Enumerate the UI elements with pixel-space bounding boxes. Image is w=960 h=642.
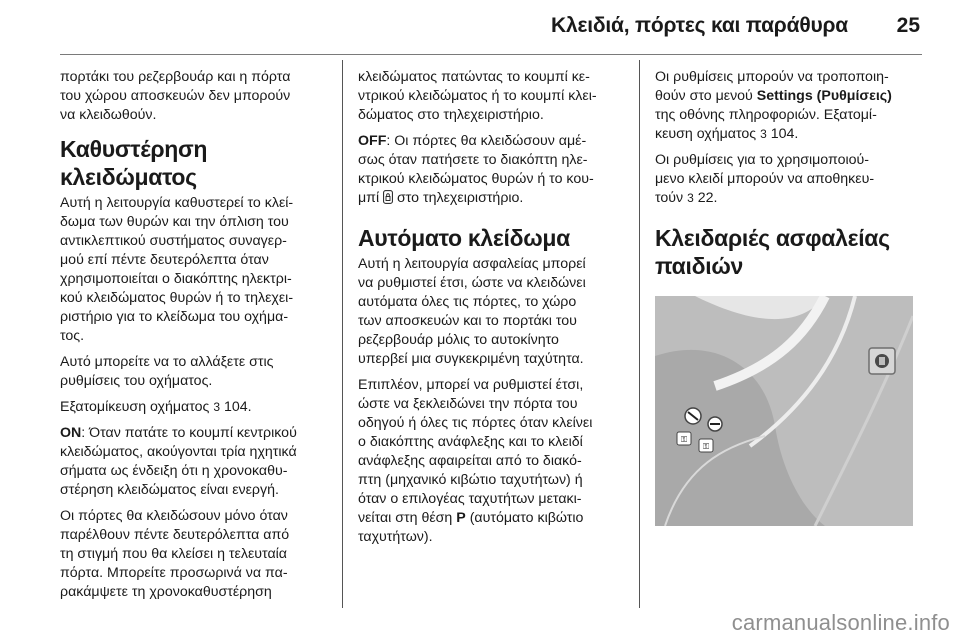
- cross-reference-vehicle-personalisation: Εξατομίκευση οχήματος 3 104.: [60, 399, 252, 415]
- column-3: [655, 68, 923, 526]
- key-memory-paragraph: Οι ρυθμίσεις για το χρησιμοποιού- μενο κλειδί μπορούν να αποθηκευ- τούν 3 22.: [655, 152, 875, 206]
- intro-paragraph: πορτάκι του ρεζερβουάρ και η πόρτα του χώρου αποσκευών δεν μπορούν να κλειδωθούν.: [60, 69, 291, 123]
- settings-menu-name: Settings (Ρυθμίσεις): [756, 88, 892, 104]
- automatic-locking-description: Αυτή η λειτουργία ασφαλείας μπορεί να ρυθμιστεί έτσι, ώστε να κλειδώνει αυτόματα όλες τις πόρτες, το χώρο των αποσκευών και το πορτάκι του ρεζερβουάρ μόλις το αυτοκίνητο υπερβεί μια συγκεκριμένη ταχύτητα.: [358, 256, 586, 367]
- automatic-unlocking-description: Επιπλέον, μπορεί να ρυθμιστεί έτσι, ώστε να ξεκλειδώνει την πόρτα του οδηγού ή όλες τις πόρτες όταν κλείνει ο διακόπτης ανάφλεξης και το κλειδί ανάφλεξης αφαιρείται από το διακό- πτη (μηχανικό κιβώτιο ταχυτήτων) ή όταν ο επιλογέας ταχυτήτων μετακι- νείται στη θέση P (αυτόματο κιβώτιο ταχυτήτων).: [358, 377, 593, 545]
- settings-note: Αυτό μπορείτε να το αλλάξετε στις ρυθμίσεις του οχήματος.: [60, 354, 274, 389]
- off-option-paragraph: OFF: Οι πόρτες θα κλειδώσουν αμέ- σως όταν πατήσετε το διακόπτη ηλε- κτρικού κλειδώματος θυρών ή το κου- μπί στο τηλεχειριστήριο.: [358, 133, 594, 206]
- svg-text:⚿: ⚿: [702, 442, 710, 451]
- remote-lock-button-icon: [383, 190, 393, 204]
- override-paragraph: κλειδώματος πατώντας το κουμπί κε- ντρικού κλειδώματος ή το κουμπί κλει- δώματος στο τηλεχειριστήριο.: [358, 69, 597, 123]
- park-position-label: P: [456, 510, 466, 526]
- section-heading-automatic-locking: Αυτόματο κλείδωμα: [358, 225, 570, 251]
- page-title: Κλειδιά, πόρτες και παράθυρα: [551, 14, 848, 37]
- reference-arrow-icon: 3: [687, 191, 694, 205]
- reference-arrow-icon: 3: [760, 127, 767, 141]
- column-2: [358, 68, 636, 554]
- column-1: [60, 68, 338, 609]
- column-divider-2: [639, 60, 640, 608]
- section-heading-lock-delay: Καθυστέρηση κλειδώματος: [60, 136, 208, 190]
- on-label: ON: [60, 425, 82, 441]
- off-label: OFF: [358, 133, 387, 149]
- header-divider: [60, 54, 922, 55]
- lock-delay-description: Αυτή η λειτουργία καθυστερεί το κλεί- δωμα των θυρών και την όπλιση του αντικλεπτικού συστήματος συναγερ- μού επί πέντε δευτερόλεπτα όταν χρησιμοποιείται ο διακόπτης ηλεκτρι- κού κλειδώματος θυρών ή το τηλεχει- ριστήριο για το κλείδωμα του οχήμα- τος.: [60, 195, 294, 344]
- settings-menu-paragraph: Οι ρυθμίσεις μπορούν να τροποποιη- θούν στο μενού Settings (Ρυθμίσεις) της οθόνης πληροφοριών. Εξατομί- κευση οχήματος 3 104.: [655, 69, 892, 142]
- watermark: carmanualsonline.info: [731, 610, 950, 635]
- page-number: 25: [896, 14, 920, 37]
- on-option-paragraph: ON: Όταν πατάτε το κουμπί κεντρικού κλειδώματος, ακούγονται τρία ηχητικά σήματα ως ένδειξη ότι η χρονοκαθυ- στέρηση κλειδώματος είναι ενεργή.: [60, 425, 297, 498]
- column-divider-1: [342, 60, 343, 608]
- door-edge-drawing: [655, 296, 913, 526]
- lock-timing-paragraph: Οι πόρτες θα κλειδώσουν μόνο όταν παρέλθουν πέντε δευτερόλεπτα από τη στιγμή που θα κλείσει η τελευταία πόρτα. Μπορείτε προσωρινά να πα- ρακάμψετε τη χρονοκαθυστέρηση: [60, 508, 290, 600]
- reference-arrow-icon: 3: [213, 400, 221, 414]
- section-heading-child-locks: Κλειδαριές ασφαλείας παιδιών: [655, 225, 890, 279]
- child-lock-illustration: [655, 296, 913, 526]
- svg-text:⚿: ⚿: [680, 435, 688, 444]
